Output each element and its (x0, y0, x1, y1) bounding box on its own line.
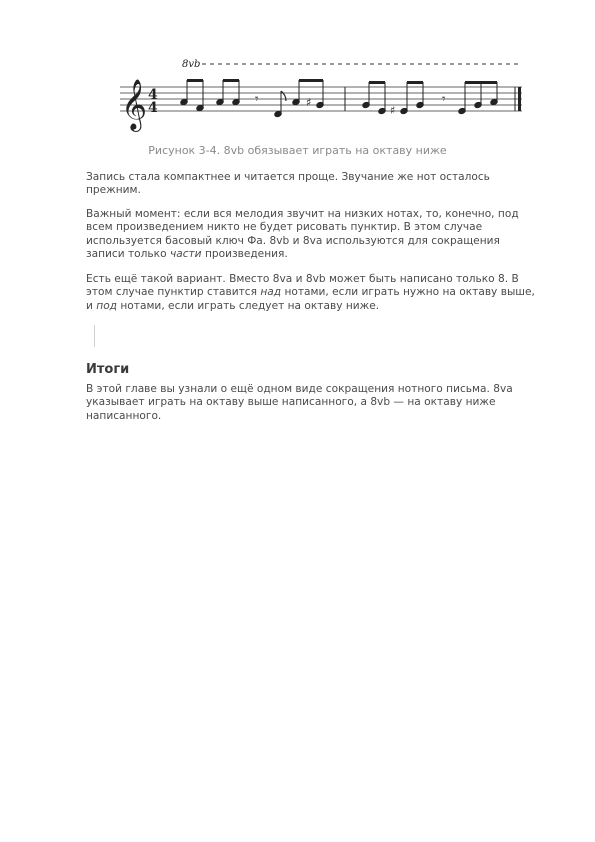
paragraph-text: Есть ещё такой вариант. Вместо 8va и 8vb может быть написано только 8. В этом случае пунктир ставится (86, 273, 519, 299)
paragraph-text: произведения. (201, 247, 288, 260)
staff-svg (110, 55, 530, 135)
figure-caption: Рисунок 3-4. 8vb обязывает играть на октаву ниже (148, 144, 447, 157)
paragraph-text: Важный момент: если вся мелодия звучит на низких нотах, то, конечно, под всем произведением никто не будет рисовать пунктир. В этом случае используется басовый ключ Фа. 8vb и 8va используются для сокращения записи только (86, 208, 519, 260)
time-signature-bottom: 4 (148, 100, 158, 116)
music-notation-figure (110, 55, 530, 135)
eighth-rest-icon: 𝄾 (442, 92, 446, 107)
paragraph-text: нотами, если играть нужно на октаву выше, и (86, 286, 535, 312)
treble-clef-icon: 𝄞 (121, 79, 148, 130)
paragraph-summary: В этой главе вы узнали о ещё одном виде сокращения нотного письма. 8va указывает играть на октаву выше написанного, а 8vb — на октаву ниже написанного. (86, 383, 513, 422)
ottava-marking: 8vb (182, 59, 201, 70)
paragraph-important-note (86, 208, 536, 261)
section-heading-summary: Итоги (86, 362, 130, 377)
sharp-icon: ♯ (390, 104, 396, 117)
sharp-icon: ♯ (306, 96, 312, 109)
paragraph-variant-8 (86, 273, 536, 313)
emphasis-text: под (96, 299, 117, 312)
paragraph-text: нотами, если играть следует на октаву ниже. (117, 299, 380, 312)
text-cursor-divider (94, 325, 95, 347)
eighth-rest-icon: 𝄾 (255, 92, 259, 107)
emphasis-text: части (169, 247, 202, 260)
emphasis-text: над (260, 286, 282, 299)
measure-1 (180, 79, 324, 118)
time-signature-top: 4 (148, 87, 158, 103)
final-bar-thick (518, 87, 521, 111)
paragraph-compact-notation: Запись стала компактнее и читается проще. Звучание же нот осталось прежним. (86, 171, 490, 197)
